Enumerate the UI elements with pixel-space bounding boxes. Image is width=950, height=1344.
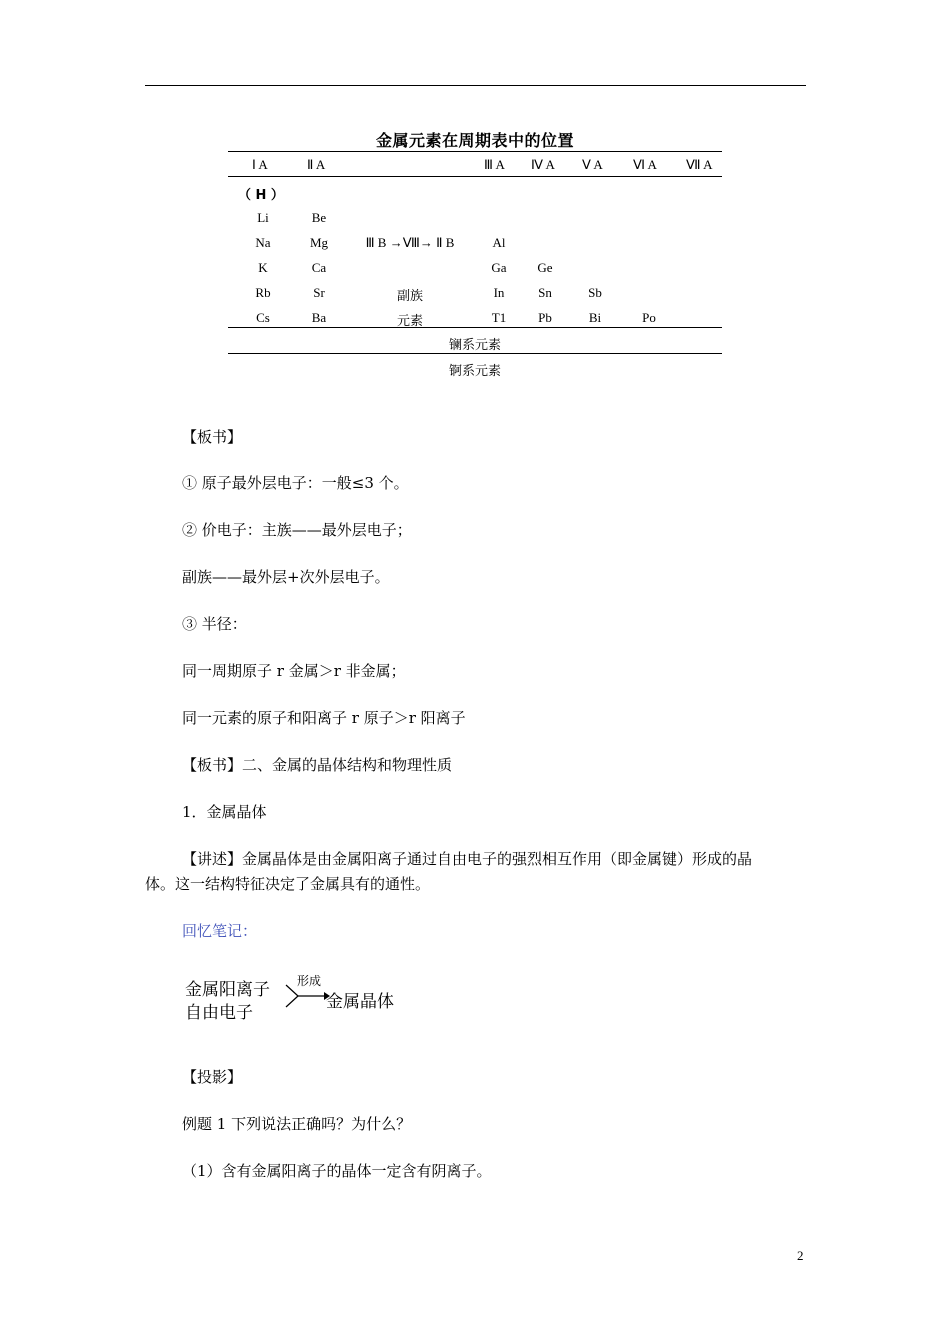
diagram-output: 金属晶体 — [326, 992, 394, 1012]
element-cell: Li — [257, 210, 269, 225]
element-cell: K — [258, 260, 268, 275]
header-rule — [145, 85, 806, 86]
element-cell: Be — [311, 210, 327, 225]
explanation-line-1: 【讲述】金属晶体是由金属阳离子通过自由电子的强烈相互作用（即金属键）形成的晶 — [182, 850, 753, 868]
diagram-arrow-label: 形成 — [297, 974, 322, 988]
header-via: Ⅵ A — [633, 157, 657, 172]
example-item-1: （1）含有金属阳离子的晶体一定含有阴离子。 — [182, 1162, 492, 1180]
element-cell: Sr — [313, 285, 325, 300]
element-cell: T1 — [491, 310, 507, 325]
lanthanides-label: 镧系元素 — [448, 338, 501, 353]
header-iva: Ⅳ A — [531, 157, 555, 172]
board-heading: 【板书】 — [182, 428, 243, 446]
element-cell: Na — [255, 235, 271, 250]
example-question: 例题 1 下列说法正确吗？为什么？ — [182, 1115, 412, 1133]
recall-notes-label: 回忆笔记： — [182, 922, 258, 940]
transition-label-2: 元素 — [396, 314, 423, 329]
element-cell: Rb — [255, 285, 271, 300]
header-va: Ⅴ A — [582, 157, 603, 172]
element-cell: Ca — [311, 260, 327, 275]
header-iia: Ⅱ A — [307, 157, 326, 172]
table-title: 金属元素在周期表中的位置 — [375, 131, 574, 150]
radius-element: 同一元素的原子和阳离子 r 原子＞r 阳离子 — [182, 709, 466, 727]
page-number: 2 — [797, 1248, 804, 1263]
actinides-label: 锕系元素 — [448, 364, 501, 379]
diagram-input-electrons: 自由电子 — [185, 1003, 253, 1023]
table-top-rule — [228, 151, 722, 152]
element-cell: In — [493, 285, 505, 300]
section-heading: 【板书】二、金属的晶体结构和物理性质 — [182, 756, 453, 774]
header-iiia: Ⅲ A — [484, 157, 505, 172]
point-valence-electrons: ② 价电子：主族——最外层电子； — [182, 521, 412, 539]
element-cell: Al — [492, 235, 506, 250]
element-cell: Ga — [491, 260, 507, 275]
element-cell: Ba — [311, 310, 327, 325]
table-rule-lanthanide — [228, 327, 722, 328]
diagram-input-cations: 金属阳离子 — [185, 980, 270, 1000]
element-cell: Sn — [538, 285, 552, 300]
formation-arrow-icon — [284, 982, 330, 1010]
hydrogen-cell: （ H ） — [238, 188, 284, 203]
element-cell: Mg — [309, 235, 329, 250]
element-cell: Cs — [256, 310, 270, 325]
element-cell: Sb — [588, 285, 602, 300]
point-outer-electrons: ① 原子最外层电子：一般≤3 个。 — [182, 474, 409, 492]
element-cell: Po — [642, 310, 656, 325]
header-ia: Ⅰ A — [252, 157, 268, 172]
transition-label-1: 副族 — [396, 289, 423, 304]
header-viia: Ⅶ A — [686, 157, 713, 172]
subgroup-note: 副族——最外层+次外层电子。 — [182, 568, 390, 586]
point-radius: ③ 半径： — [182, 615, 247, 633]
subsection-heading: 1．金属晶体 — [182, 803, 267, 821]
table-header-rule — [228, 176, 722, 177]
element-cell: Ge — [537, 260, 553, 275]
radius-period: 同一周期原子 r 金属＞r 非金属； — [182, 662, 406, 680]
element-cell: Pb — [538, 310, 552, 325]
element-cell: Bi — [588, 310, 602, 325]
transition-range: Ⅲ B →Ⅷ→ Ⅱ B — [365, 235, 455, 250]
table-rule-actinide — [228, 353, 722, 354]
projection-heading: 【投影】 — [182, 1068, 243, 1086]
explanation-line-2: 体。这一结构特征决定了金属具有的通性。 — [145, 875, 431, 893]
